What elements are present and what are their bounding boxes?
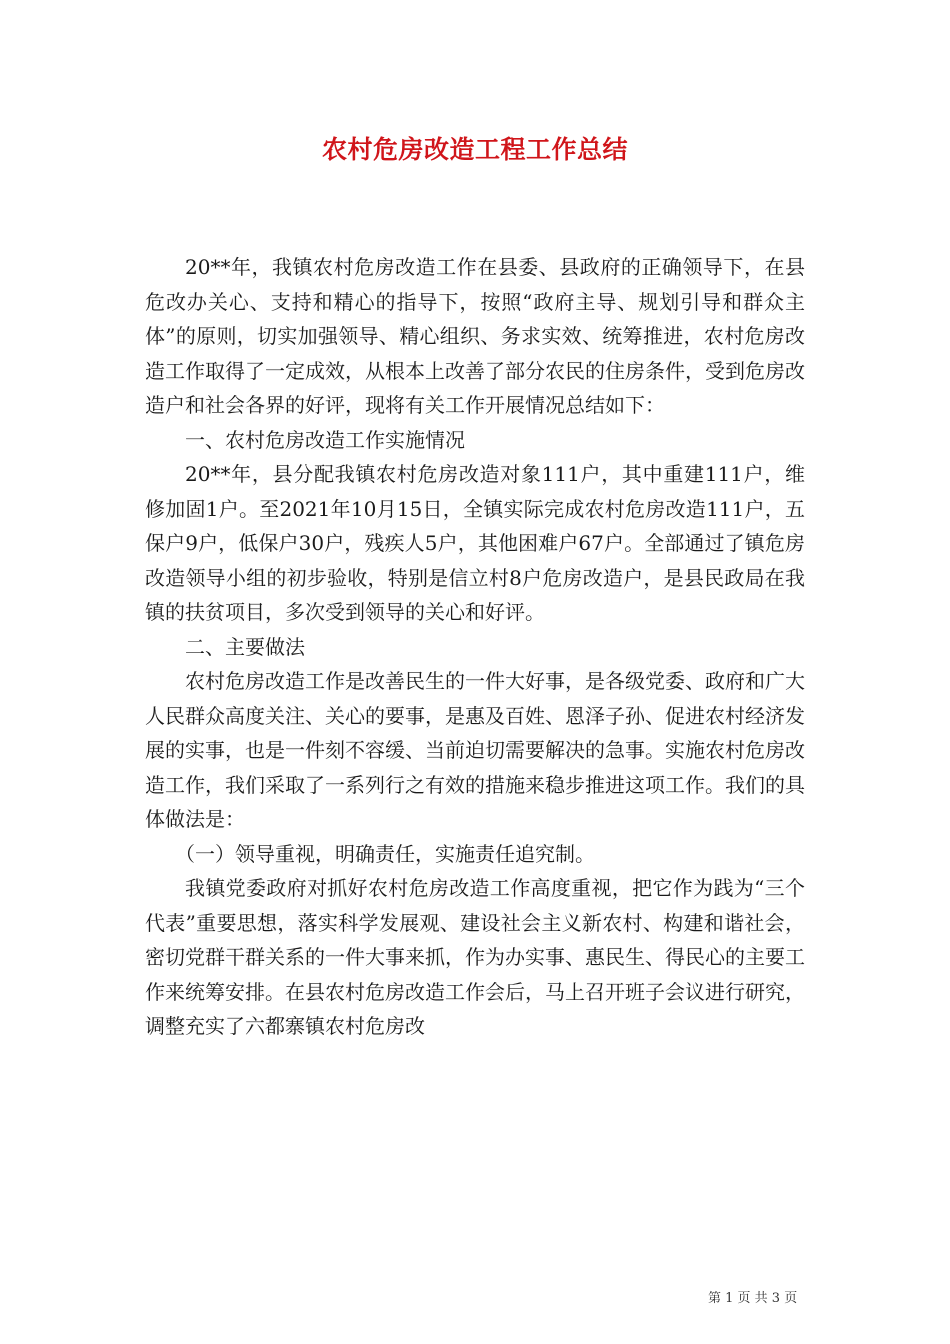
subsection-heading-1: （一）领导重视，明确责任，实施责任追究制。 xyxy=(175,841,595,866)
leadership-paragraph: 我镇党委政府对抓好农村危房改造工作高度重视，把它作为践为“三个代表”重要思想，落实科学发展观、建设社会主义新农村、构建和谐社会，密切党群干群关系的一件大事来抓，作为办实事、惠民生、得民心的主要工作来统筹安排。在县农村危房改造工作会后，马上召开班子会议进行研究，调整充实了六都寨镇农村危房改 xyxy=(145,876,805,1038)
document-title: 农村危房改造工程工作总结 xyxy=(321,135,628,164)
page-number: 第 1 页 共 3 页 xyxy=(708,1291,798,1306)
document-body xyxy=(145,250,805,1044)
implementation-paragraph: 20**年，县分配我镇农村危房改造对象111户，其中重建111户，维修加固1户。至2021年10月15日，全镇实际完成农村危房改造111户，五保户9户，低保户30户，残疾人5户，其他困难户67户。全部通过了镇危房改造领导小组的初步验收，特别是信立村8户危房改造户，是县民政局在我镇的扶贫项目，多次受到领导的关心和好评。 xyxy=(145,462,805,624)
methods-paragraph: 农村危房改造工作是改善民生的一件大好事，是各级党委、政府和广大人民群众高度关注、关心的要事，是惠及百姓、恩泽子孙、促进农村经济发展的实事，也是一件刻不容缓、当前迫切需要解决的急事。实施农村危房改造工作，我们采取了一系列行之有效的措施来稳步推进这项工作。我们的具体做法是： xyxy=(145,669,805,831)
section-heading-2: 二、主要做法 xyxy=(185,634,305,659)
section-heading-1: 一、农村危房改造工作实施情况 xyxy=(185,427,465,452)
intro-paragraph: 20**年，我镇农村危房改造工作在县委、县政府的正确领导下，在县危改办关心、支持和精心的指导下，按照“政府主导、规划引导和群众主体”的原则，切实加强领导、精心组织、务求实效、统筹推进，农村危房改造工作取得了一定成效，从根本上改善了部分农民的住房条件，受到危房改造户和社会各界的好评，现将有关工作开展情况总结如下： xyxy=(145,255,805,417)
